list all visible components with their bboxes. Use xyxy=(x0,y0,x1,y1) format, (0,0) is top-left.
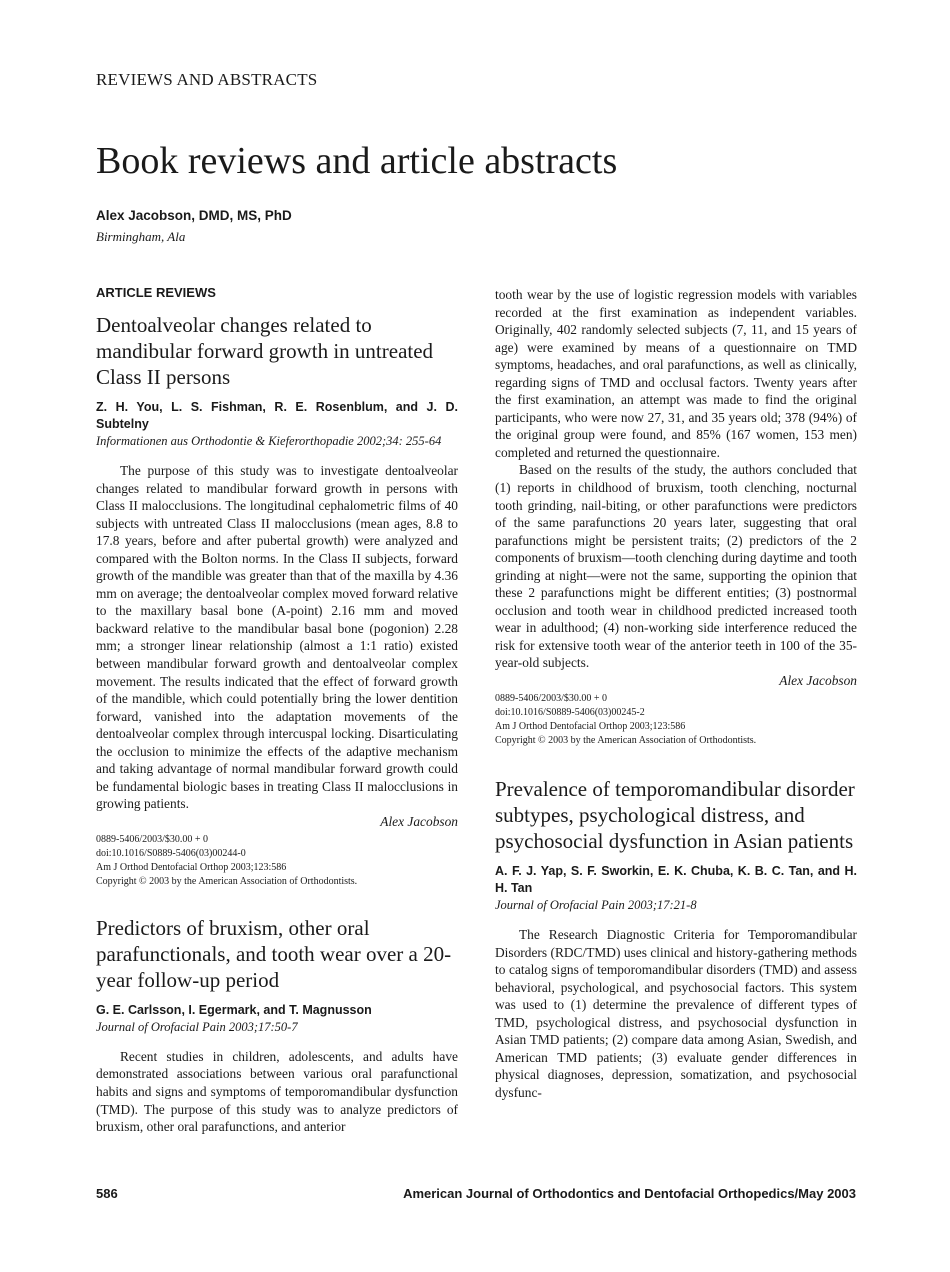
article-review-2 xyxy=(96,915,458,1136)
page-title: Book reviews and article abstracts xyxy=(96,140,618,182)
article-title: Dentoalveolar changes related to mandibular forward growth in untreated Class II persons xyxy=(96,313,434,389)
reviewer-affiliation: Birmingham, Ala xyxy=(96,229,186,244)
article-journal: Journal of Orofacial Pain 2003;17:50-7 xyxy=(96,1019,298,1034)
article-body xyxy=(96,1048,458,1136)
article-journal: Informationen aus Orthodontie & Kieferorthopadie 2002;34: 255-64 xyxy=(96,434,442,448)
article-meta xyxy=(495,692,857,748)
article-body-continued xyxy=(495,286,857,672)
copyright-line: Copyright © 2003 by the American Association of Orthodontists. xyxy=(96,875,358,887)
reviewer-signature: Alex Jacobson xyxy=(380,813,458,829)
copyright-line: Copyright © 2003 by the American Association of Orthodontists. xyxy=(495,735,757,747)
article-review-1 xyxy=(96,312,458,889)
article-title: Predictors of bruxism, other oral parafunctionals, and tooth wear over a 20-year follow-up period xyxy=(96,915,452,992)
article-body xyxy=(96,462,458,813)
reviewer-name: Alex Jacobson, DMD, MS, PhD xyxy=(96,208,292,223)
left-column xyxy=(96,284,458,1136)
paragraph: tooth wear by the use of logistic regression models with variables recorded at the first examination as independent variables. Originally, 402 randomly selected subjects (7, 11, and 15 years of age) were examined by means of a questionnaire on TMD symptoms, headaches, and oral parafunctions, as well as clinically, regarding signs of TMD and occlusal factors. Twenty years after the first examination, an attempt was made to find the original participants, who were now 27, 31, and 35 years old; 378 (94%) of the original group were found, and 85% (167 women, 153 men) completed and returned the questionnaire. xyxy=(495,287,857,460)
article-title: Prevalence of temporomandibular disorder subtypes, psychological distress, and psychosocial dysfunction in Asian patients xyxy=(495,777,855,854)
article-authors: Z. H. You, L. S. Fishman, R. E. Rosenblum, and J. D. Subtelny xyxy=(96,400,458,431)
article-body xyxy=(495,926,857,1101)
article-meta xyxy=(96,833,458,889)
paragraph: Based on the results of the study, the authors concluded that (1) reports in childhood of bruxism, tooth clenching, nocturnal tooth grinding, nail-biting, or other parafunctions were predictors of the same parafunctions 20 years later, suggesting that oral parafunctions might be persistent traits; (2) predictors of the 2 components of bruxism—tooth clenching during daytime and tooth grinding at night—were not the same, supporting the opinion that these 2 parafunctions might be different entities; (3) postnormal occlusion and tooth wear in childhood predicted increased tooth wear in adulthood; (4) non-working side interference reduced the risk for extensive tooth wear of the anterior teeth in 100 of the 35-year-old subjects. xyxy=(495,462,857,671)
paragraph: The Research Diagnostic Criteria for Temporomandibular Disorders (RDC/TMD) uses clinical and history-gathering methods to catalog signs of temporomandibular disorders (TMD) and assess behavioral, psychological, and psychosocial factors. This system was used to (1) determine the prevalence of different types of TMD, psychological distress, and psychosocial dysfunction in Asian TMD patients; (2) compare data among Asian, Swedish, and American TMD patients; (3) evaluate gender differences in physical diagnoses, depression, somatization, and psychosocial dysfunc- xyxy=(495,927,857,1100)
article-review-3 xyxy=(495,776,857,1101)
right-column xyxy=(495,286,857,1102)
article-journal: Journal of Orofacial Pain 2003;17:21-8 xyxy=(495,898,697,913)
paragraph: The purpose of this study was to investigate dentoalveolar changes related to mandibular forward growth in persons with Class II malocclusions. The longitudinal cephalometric films of 40 subjects with untreated Class II malocclusions (mean ages, 8.8 to 17.8 years, before and after pubertal growth) were analyzed and compared with the Bolton norms. In the Class II subjects, forward growth of the mandible was greater than that of the maxilla by 4.36 mm on average; the dentoalveolar complex moved forward relative to the maxillary basal bone (A-point) 2.16 mm and moved backward relative to the mandibular basal bone (pogonion) 2.28 mm; a stronger linear relationship (almost a 1:1 ratio) existed between mandibular forward growth and dentoalveolar complex movement. The results indicated that the effect of forward growth of the mandible, which could potentially bring the lower dentition forward, vanished into the adaptation movements of the dentoalveolar complex through intercuspal locking. Disarticulating the occlusion to minimize the effects of the adaptive mechanism and taking advantage of normal mandibular forward growth could be fundamental biologic bases in treating Class II malocclusions in growing patients. xyxy=(96,463,458,812)
citation-line: Am J Orthod Dentofacial Orthop 2003;123:586 xyxy=(495,721,686,733)
doi-line: doi:10.1016/S0889-5406(03)00245-2 xyxy=(495,707,645,719)
issn-line: 0889-5406/2003/$30.00 + 0 xyxy=(495,693,608,705)
citation-line: Am J Orthod Dentofacial Orthop 2003;123:586 xyxy=(96,861,287,873)
category-heading: ARTICLE REVIEWS xyxy=(96,285,216,300)
issn-line: 0889-5406/2003/$30.00 + 0 xyxy=(96,833,209,845)
journal-footer: American Journal of Orthodontics and Dentofacial Orthopedics/May 2003 xyxy=(403,1186,856,1201)
paragraph: Recent studies in children, adolescents, and adults have demonstrated associations between various oral parafunctional habits and signs and symptoms of temporomandibular dysfunction (TMD). The purpose of this study was to analyze predictors of bruxism, other oral parafunctions, and anterior xyxy=(96,1048,458,1135)
article-authors: A. F. J. Yap, S. F. Sworkin, E. K. Chuba, K. B. C. Tan, and H. H. Tan xyxy=(495,864,857,896)
page-number: 586 xyxy=(96,1186,118,1201)
section-label: REVIEWS AND ABSTRACTS xyxy=(96,70,318,89)
reviewer-signature: Alex Jacobson xyxy=(779,673,857,689)
doi-line: doi:10.1016/S0889-5406(03)00244-0 xyxy=(96,847,246,859)
article-authors: G. E. Carlsson, I. Egermark, and T. Magnusson xyxy=(96,1002,372,1017)
